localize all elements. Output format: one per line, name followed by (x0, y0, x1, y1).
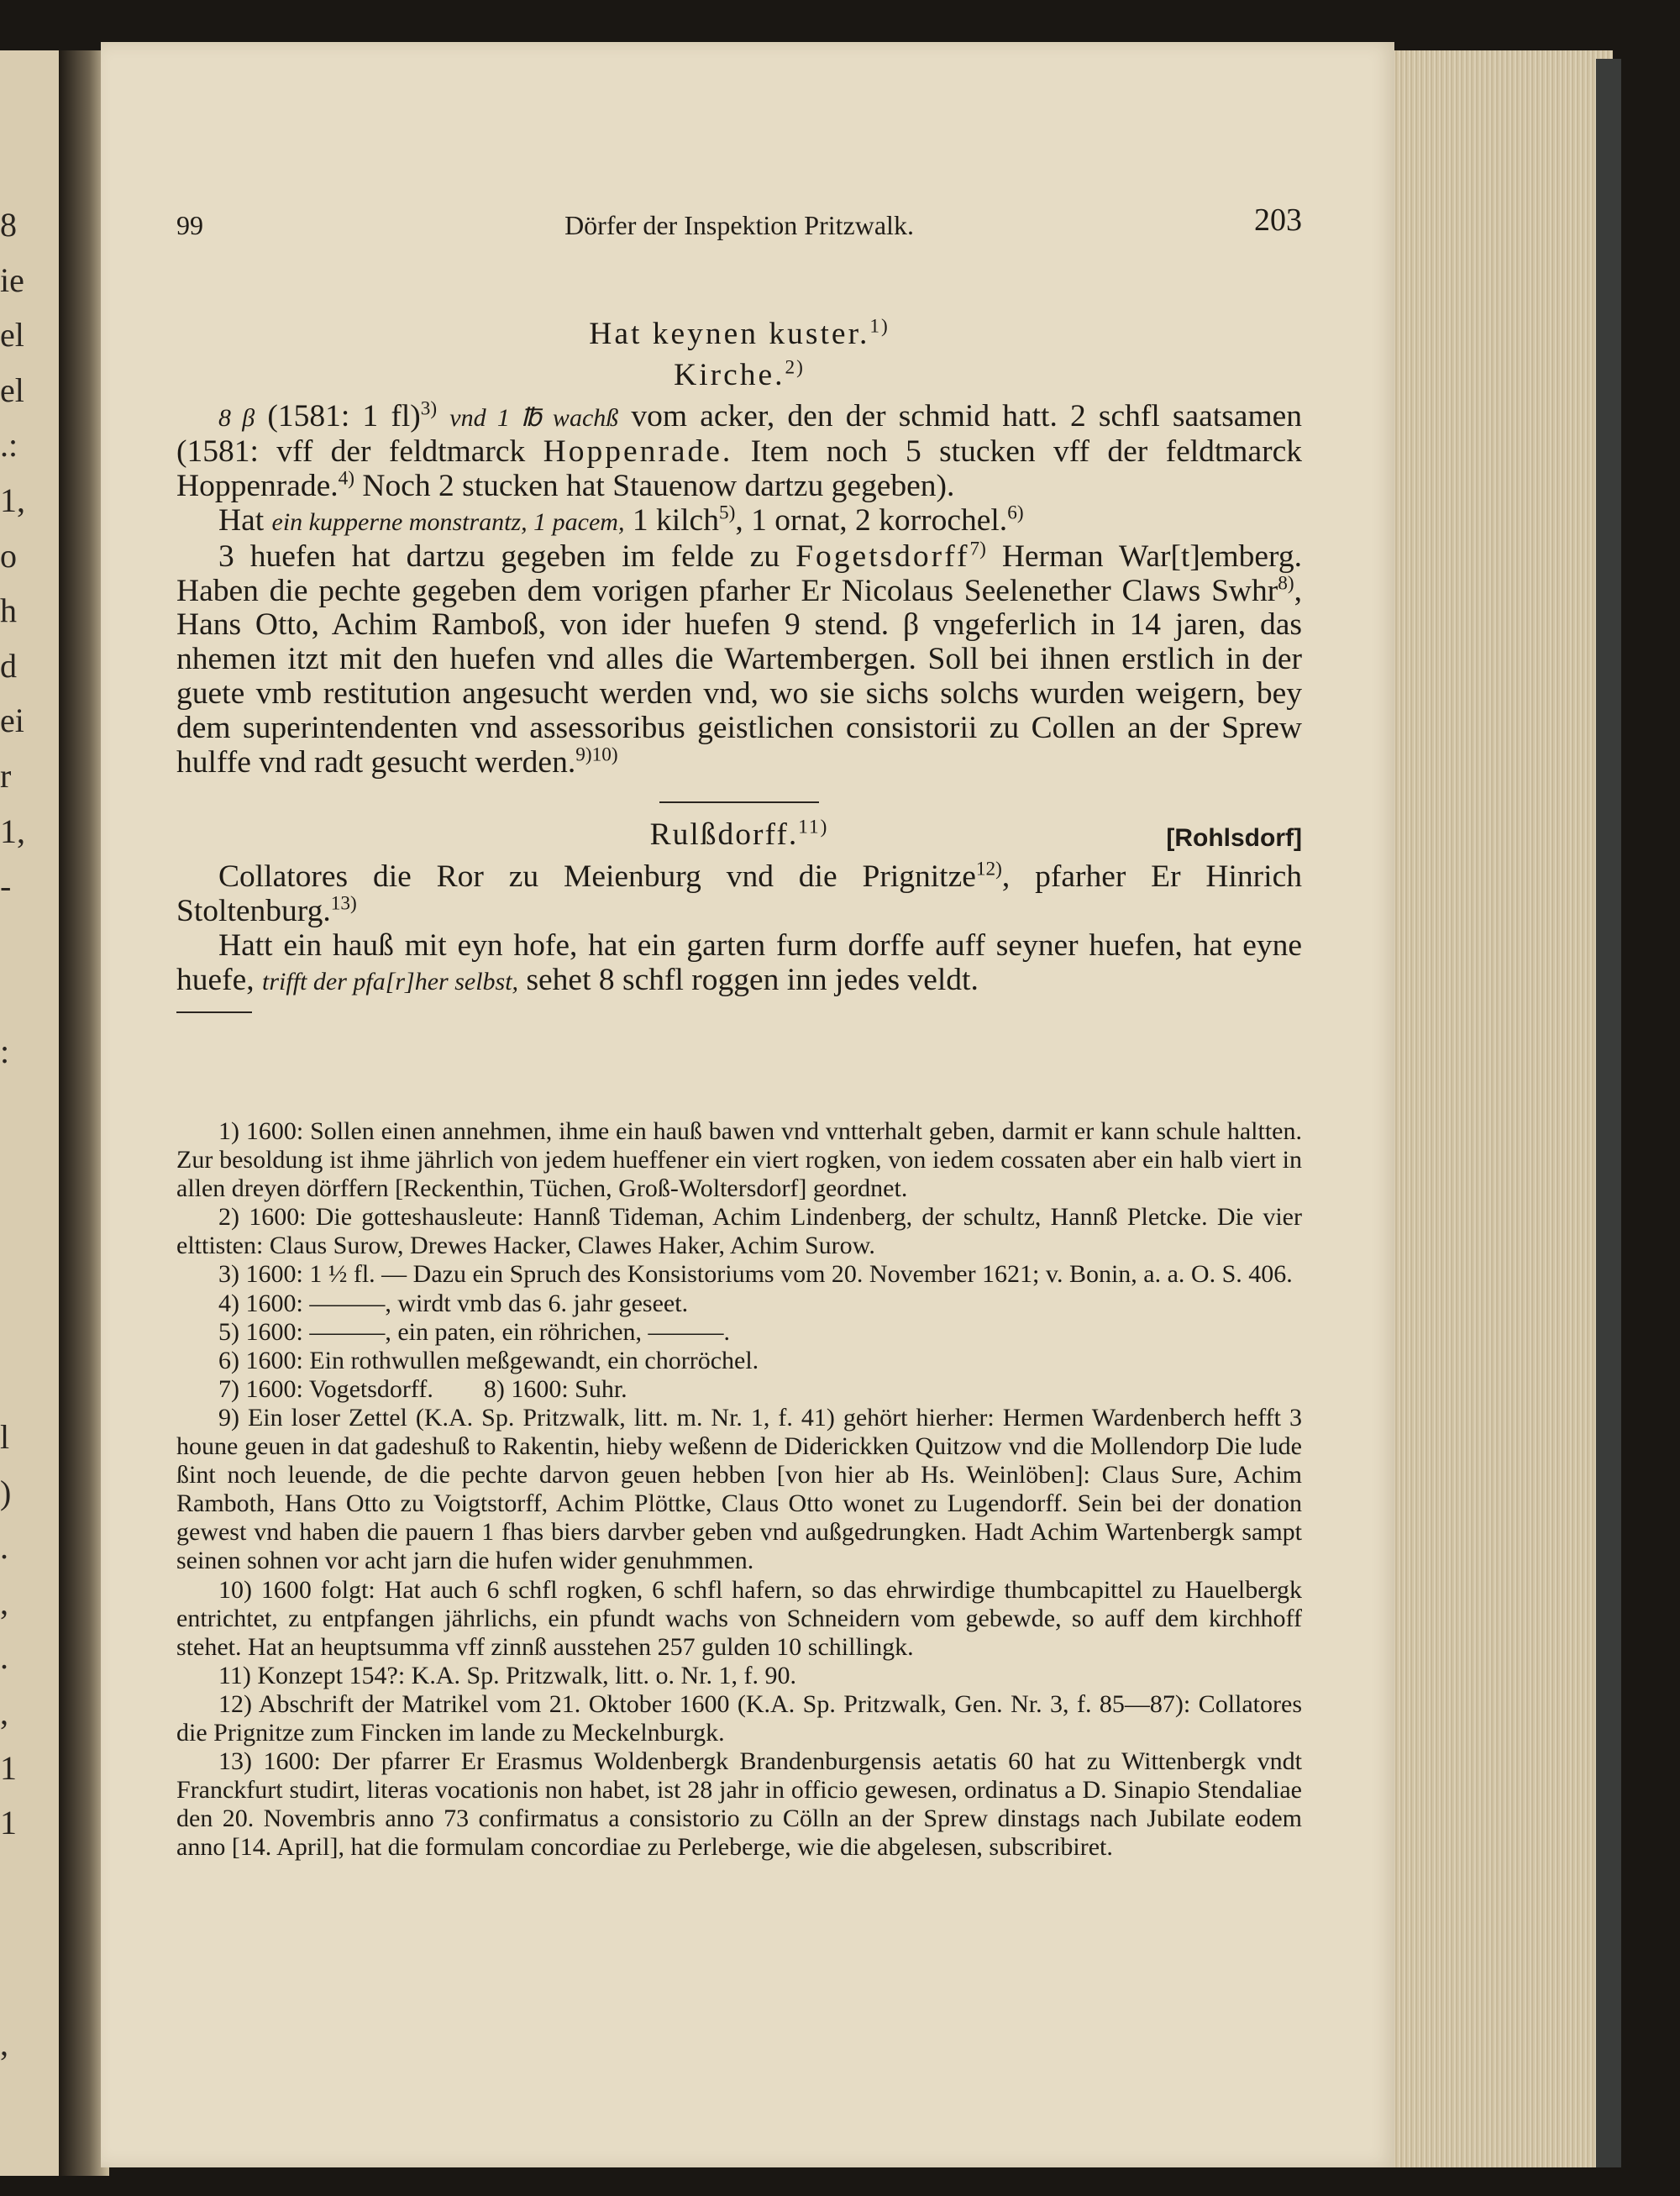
margin-fragment: o (0, 536, 17, 575)
footnote: 9) Ein loser Zettel (K.A. Sp. Pritzwalk, litt. m. Nr. 1, f. 41) gehört hierher: Hermen Wardenberch hefft 3 houne geuen in dat gadeshuß to Rakentin, hieby weßenn de Diderickken Quitzow vnd die Mollendorp Die lude ßint noch leuende, de die pechte darvon geuen hebben [von hier ab Hs. Weinlöben]: Claus Sure, Achim Ramboth, Hans Otto zu Voigtstorff, Achim Plöttke, Claus Otto wonet zu Lugendorff. Sein bei der donation gewest vnd haben die pauern 1 fhas biers darvber geben vnd außgedrungken. Hadt Achim Wartenbergk sampt seinen sohnen vor acht jarn die hufen wider genuhmmen. (176, 1403, 1302, 1575)
header-title: Dörfer der Inspektion Pritzwalk. (564, 210, 914, 240)
book-cover-edge (1596, 59, 1621, 2167)
footnote: 4) 1600: ———, wirdt vmb das 6. jahr geseet. (218, 1289, 689, 1317)
margin-fragment: : (0, 1032, 10, 1070)
margin-fragment (0, 914, 20, 969)
place-name: Rulßdorff.$^{11)}$ (649, 816, 829, 853)
margin-fragment: .: (0, 426, 18, 465)
footnote: 2) 1600: Die gotteshausleute: Hannß Tideman, Achim Lindenberg, der schultz, Hannß Pletcke. Die vier elttisten: Claus Surow, Drewes Hacker, Clawes Haker, Achim Surow. (176, 1203, 1302, 1260)
margin-fragment: 1 (0, 1804, 17, 1842)
margin-fragment (0, 1300, 20, 1355)
margin-fragment: , (0, 2024, 8, 2062)
place-heading (176, 818, 1302, 860)
header-left-number: 99 (176, 210, 203, 240)
paragraph-hauß: Hatt ein hauß mit eyn hofe, hat ein garten furm dorffe auff seyner huefen, hat eyne huefe, trifft der pfa[r]her selbst, sehet 8 schfl roggen inn jedes veldt. (176, 927, 1302, 997)
footnote: 13) 1600: Der pfarrer Er Erasmus Woldenbergk Brandenburgensis aetatis 60 hat zu Wittenbergk vndt Franckfurt studirt, literas vocationis non habet, ist 28 jahr in officio gewesen, ordinatus a D. Sinapio Stendaliae den 20. Novembris anno 73 confirmatus a consistorio zu Cölln an der Sprew dinstags nach Jubilate eodem anno [14. April], hat die formulam concordiae zu Perleberge, wie die abgelesen, subscribiret. (176, 1747, 1302, 1862)
margin-fragment: r (0, 756, 12, 795)
margin-fragment: , (0, 1694, 8, 1732)
margin-fragment: 1, (0, 812, 25, 850)
footnote: 10) 1600 folgt: Hat auch 6 schfl rogken, 6 schfl hafern, so das ehrwirdige thumbcapittel zu Hauelbergk entrichtet, zu entpfangen jährlichs, ein pfundt wachs von Schneidern vom gebewde, so auff dem kirchhoff stehet. Hat an heuptsumma vff zinnß ausstehen 257 gulden 10 schillingk. (176, 1575, 1302, 1661)
margin-fragment (0, 2071, 20, 2126)
book-page (101, 42, 1394, 2167)
margin-fragment (0, 1961, 20, 2016)
margin-fragment (0, 1080, 20, 1135)
paragraph-kirche-income: 8 β (1581: 1 fl)$^{3)}$ vnd 1 ℔ wachß vom acker, den der schmid hatt. 2 schfl saatsamen (1581: vff der feldtmarck Hoppenrade. Item noch 5 stucken vff der feldtmarck Hoppenrade.$^{4)}$ Noch 2 stucken hat Stauenow dartzu gegeben). (176, 397, 1303, 504)
page-number: 203 (1254, 202, 1302, 238)
main-text (176, 313, 1302, 1022)
margin-fragment: el (0, 316, 24, 355)
margin-fragment: d (0, 646, 17, 685)
margin-fragment: - (0, 867, 12, 906)
margin-fragment: 1 (0, 1748, 17, 1787)
margin-fragment: ie (0, 260, 24, 299)
margin-fragment (0, 1134, 20, 1190)
footnote: 5) 1600: ———, ein paten, ein röhrichen, ———. (218, 1317, 731, 1346)
margin-fragment: 8 (0, 206, 17, 244)
facing-page-margin-text (0, 197, 25, 2126)
margin-fragment: 1, (0, 481, 25, 519)
page-stack-edge (1378, 50, 1613, 2167)
margin-fragment (0, 1244, 20, 1300)
footnote-rule (176, 1011, 252, 1013)
margin-fragment (0, 969, 20, 1024)
footnote: 3) 1600: 1 ½ fl. — Dazu ein Spruch des Konsistoriums vom 20. November 1621; v. Bonin, a. a. O. S. 406. (218, 1260, 1293, 1289)
margin-fragment (0, 1851, 20, 1906)
footnote: 11) Konzept 154?: K.A. Sp. Pritzwalk, litt. o. Nr. 1, f. 90. (218, 1661, 796, 1689)
margin-fragment: l (0, 1418, 10, 1457)
paragraph-huefen: 3 huefen hat dartzu gegeben im felde zu Fogetsdorff$^{7)}$ Herman War[t]emberg. Haben die pechte gegeben dem vorigen pfarher Er Nicolaus Seelenether Claws Swhr$^{8)}$, Hans Otto, Achim Ramboß, von ider huefen 9 stend. β vngeferlich in 14 jaren, das nhemen itzt mit den huefen vnd alles die Wartembergen. Soll bei ihnen erstlich in der guete vmb restitution angesucht werden vnd, wo sie sichs solchs wurden weigern, bey dem superintendenten vnd assessoribus geistlichen consistorii zu Collen an der Sprew hulffe vnd radt gesucht werden.$^{9)10)}$ (176, 538, 1302, 780)
margin-fragment (0, 1905, 20, 1961)
margin-fragment: . (0, 1528, 8, 1567)
footnotes (176, 1117, 1302, 1862)
margin-fragment: el (0, 370, 24, 409)
margin-fragment: . (0, 1638, 8, 1677)
margin-fragment: h (0, 591, 17, 630)
margin-fragment: ) (0, 1473, 12, 1511)
section-divider (659, 801, 819, 803)
footnote: 12) Abschrift der Matrikel vom 21. Oktober 1600 (K.A. Sp. Pritzwalk, Gen. Nr. 3, f. 85—87): Collatores die Prignitze zum Fincken im lande zu Meckelnburgk. (176, 1689, 1302, 1747)
margin-fragment: , (0, 1583, 8, 1621)
footnote: 7) 1600: Vogetsdorff. 8) 1600: Suhr. (218, 1374, 627, 1403)
running-head (176, 202, 1302, 252)
paragraph-kuster: Hat keynen kuster.$^{1)}$ (589, 315, 890, 351)
margin-fragment (0, 1190, 20, 1245)
heading-kirche: Kirche.$^{2)}$ (674, 356, 805, 392)
place-modern-name: [Rohlsdorf] (1166, 824, 1302, 853)
paragraph-collatores: Collatores die Ror zu Meienburg vnd die Prignitze$^{12)}$, pfarher Er Hinrich Stoltenburg.$^{13)}$ (176, 858, 1302, 929)
footnote: 6) 1600: Ein rothwullen meßgewandt, ein chorröchel. (218, 1346, 759, 1374)
footnote: 1) 1600: Sollen einen annehmen, ihme ein hauß bawen vnd vntterhalt geben, darmit er kann schule haltten. Zur besoldung ist ihme jährlich von jedem hueffener ein viert rogken, von iedem cossaten aber ein halb viert in allen dreyen dörffern [Reckenthin, Tüchen, Groß-Woltersdorf] geordnet. (176, 1117, 1302, 1203)
paragraph-inventory: Hat ein kupperne monstrantz, 1 pacem, 1 kilch$^{5)}$, 1 ornat, 2 korrochel.$^{6)}$ (218, 502, 1024, 538)
margin-fragment: ei (0, 701, 24, 740)
margin-fragment (0, 1354, 20, 1410)
